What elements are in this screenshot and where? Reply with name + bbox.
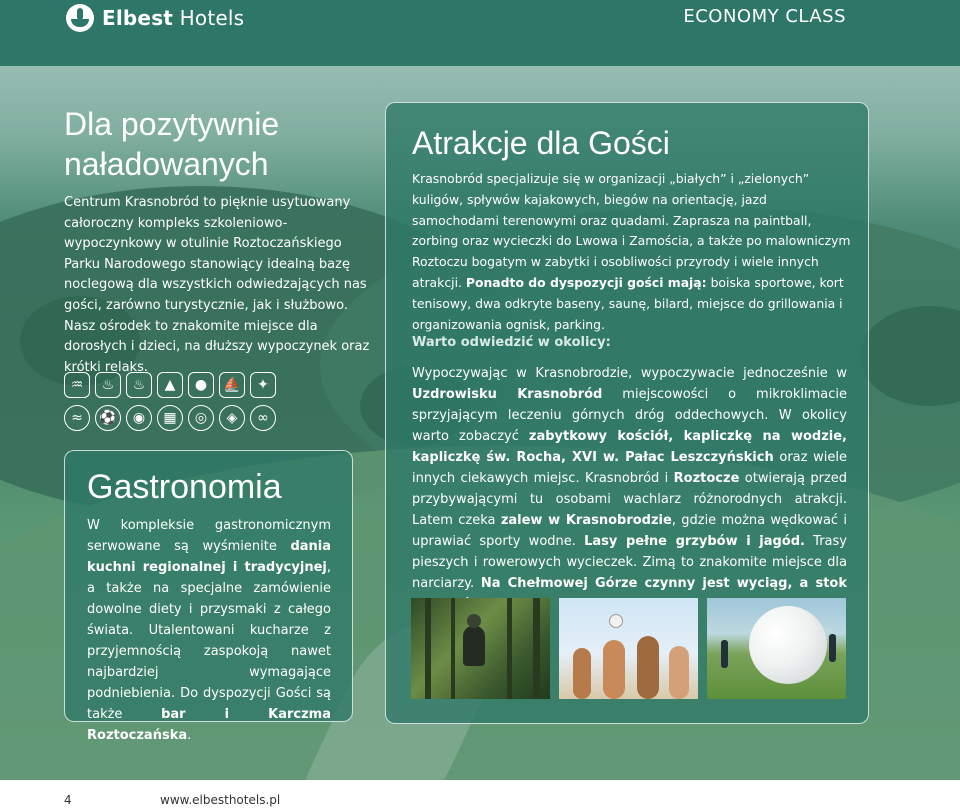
paintball-icon: ✦ bbox=[250, 372, 276, 398]
gastronomy-text: W kompleksie gastronomicznym serwowane są wyśmienite dania kuchni regionalnej i tradycyjnej, a także na specjalne zamówienie dowolne diety i przysmaki z całego świata. Utalentowani kucharze z przyjemnością zaspokoją nawet najbardziej wymagające podniebienia. Do dyspozycji Gości są także bar i Karczma Roztoczańska. bbox=[87, 518, 331, 743]
tree-trunk bbox=[533, 598, 540, 699]
soccer-icon: ⚽ bbox=[95, 405, 121, 431]
amenity-icons-row bbox=[64, 372, 304, 398]
intro-title: Dla pozytywnie naładowanych bbox=[64, 106, 280, 182]
outdoor-pool-icon: ≈ bbox=[64, 405, 90, 431]
zorb-ball bbox=[749, 606, 827, 684]
badminton-icon: ◈ bbox=[219, 405, 245, 431]
person bbox=[573, 648, 591, 699]
nearby-text: Wypoczywając w Krasnobrodzie, wypoczywacie jednocześnie w Uzdrowisku Krasnobród miejscowości o mikroklimacie sprzyjającym leczeniu górnych dróg oddechowych. W okolicy warto zobaczyć zabytkowy kościół, kapliczkę na wodzie, kapliczkę św. Rocha, XVI w. Pałac Leszczyńskich oraz wiele innych ciekawych miejsc. Krasnobród i Roztocze otwierają przed przybywającymi tu osobami wachlarz różnorodnych atrakcji. Latem czeka zalew w Krasnobrodzie, gdzie można wędkować i uprawiać sporty wodne. Lasy pełne grzybów i jagód. Trasy pieszych i rowerowych wycieczek. Zimą to znakomite miejsce dla narciarzy. Na Chełmowej Górze czynny jest wyciąg, a stok bbox=[412, 366, 848, 591]
intro-text: Centrum Krasnobród to pięknie usytuowany całoroczny kompleks szkoleniowo-wypoczynkowy w otulinie Roztoczańskiego Parku Narodowego stanowiący idealną bazę noclegową dla wszystkich odwiedzających nas gości, zarówno turystycznie, jak i służbowo. Nasz ośrodek to znakomite miejsce dla dorosłych i dzieci, na dłuższy wypoczynek oraz krótki relaks. bbox=[64, 195, 370, 375]
zorbing-photo bbox=[707, 598, 846, 699]
logo-icon bbox=[66, 4, 94, 32]
nearby-subheading: Warto odwiedzić w okolicy: bbox=[412, 335, 611, 350]
header bbox=[0, 0, 960, 66]
attractions-title: Atrakcje dla Gości bbox=[412, 125, 670, 161]
volleyball-icon: ◉ bbox=[126, 405, 152, 431]
brand-logo[interactable] bbox=[66, 4, 244, 32]
attractions-intro: Krasnobród specjalizuje się w organizacji „białych” i „zielonych” kuligów, spływów kajakowych, biegów na orientację, jazd samochodami terenowymi oraz quadami. Zaprasza na paintball, zorbing oraz wycieczki do Lwowa i Zamościa, a także po malowniczym Roztoczu bogatym w zabytki i osobliwości przyrody i wiele innych atrakcji. Ponadto do dyspozycji gości mają: boiska sportowe, kort tenisowy, dwa odkryte baseny, saunę, bilard, miejsce do grillowania i organizowania ognisk, parking. bbox=[412, 171, 851, 332]
person bbox=[669, 646, 689, 699]
gastronomy-title: Gastronomia bbox=[87, 468, 282, 506]
bicycle-icon: ∞ bbox=[250, 405, 276, 431]
spa-icon: ♨ bbox=[95, 372, 121, 398]
tree-trunk bbox=[425, 598, 431, 699]
tennis-icon: ◎ bbox=[188, 405, 214, 431]
paintball-photo bbox=[411, 598, 550, 699]
tree-trunk bbox=[451, 598, 455, 699]
class-label: ECONOMY CLASS bbox=[683, 6, 846, 27]
paintball-player bbox=[463, 626, 485, 666]
footer bbox=[0, 780, 960, 809]
page-number: 4 bbox=[64, 793, 72, 807]
attractions-panel bbox=[385, 102, 869, 724]
sauna-icon: ♨ bbox=[126, 372, 152, 398]
ball bbox=[609, 614, 623, 628]
gastronomy-panel bbox=[64, 450, 353, 743]
person bbox=[637, 636, 659, 699]
brand-name: Elbest Hotels bbox=[102, 6, 245, 30]
indoor-pool-icon: ♒ bbox=[64, 372, 90, 398]
kayak-icon: ⛵ bbox=[219, 372, 245, 398]
website-link[interactable]: www.elbesthotels.pl bbox=[160, 793, 281, 807]
conference-icon: ▦ bbox=[157, 405, 183, 431]
tree-trunk bbox=[507, 598, 512, 699]
bonfire-icon: ▲ bbox=[157, 372, 183, 398]
amenity-icons bbox=[64, 372, 304, 438]
amenity-icons-row bbox=[64, 405, 304, 431]
billiards-icon: ● bbox=[188, 372, 214, 398]
person bbox=[721, 640, 728, 668]
volleyball-photo bbox=[559, 598, 698, 699]
person bbox=[829, 634, 836, 662]
person bbox=[603, 640, 625, 699]
